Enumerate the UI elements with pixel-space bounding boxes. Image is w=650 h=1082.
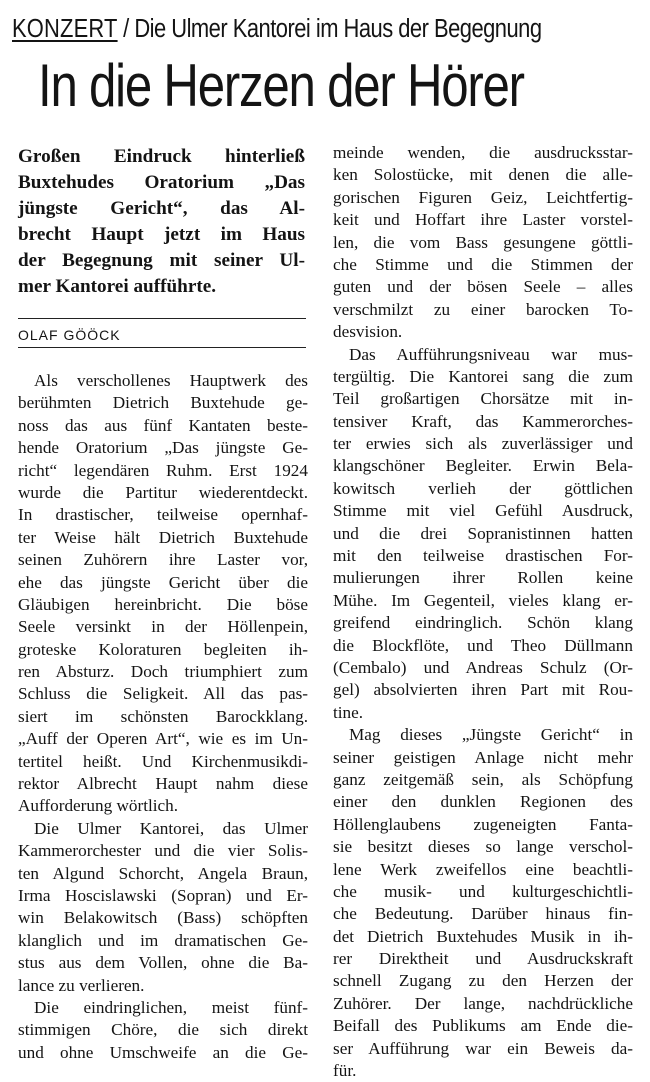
text-line: Beifall des Publikums am Ende die- [333, 1016, 633, 1036]
text-line: seiner geistigen Anlage nicht mehr [333, 747, 633, 767]
text-line: die Blockflöte, und Theo Düllmann [333, 635, 633, 655]
text-line: brecht Haupt jetzt im Haus [18, 224, 305, 245]
text-line: einer den dunklen Regionen des [333, 792, 633, 812]
text-line: len, die vom Bass gesungene göttli- [333, 232, 633, 252]
text-line: In drastischer, teilweise opernhaf- [18, 505, 308, 525]
text-line: tergültig. Die Kantorei sang die zum [333, 366, 633, 386]
text-line: lene Werk zweifellos eine beachtli- [333, 859, 633, 879]
text-line: Großen Eindruck hinterließ [18, 146, 305, 167]
text-line: und die drei Sopranistinnen hatten [333, 523, 633, 543]
text-line: gorischen Figuren Geiz, Leichtfertig- [333, 187, 633, 207]
text-line: ren Absturz. Doch triumphiert zum [18, 662, 308, 682]
body-column-left [18, 370, 308, 1064]
text-line: che musik- und kulturgeschichtli- [333, 881, 633, 901]
text-line: Gläubigen hereinbricht. Die böse [18, 594, 308, 614]
text-line: mer Kantorei aufführte. [18, 276, 217, 297]
text-line: groteske Koloraturen begleiten ih- [18, 639, 308, 659]
text-line: für. [333, 1061, 357, 1081]
text-line: che Bedeutung. Darüber hinaus fin- [333, 904, 633, 924]
kicker-topic: / Die Ulmer Kantorei im Haus der Begegnung [117, 15, 542, 43]
text-line: wurde die Partitur wiederentdeckt. [18, 482, 308, 502]
text-line: gel) absolvierten ihren Part mit Rou- [333, 680, 633, 700]
text-line: der Begegnung mit seiner Ul- [18, 250, 305, 271]
text-line: Seele versinkt in der Höllenpein, [18, 617, 308, 637]
text-line: det Dietrich Buxtehudes Musik in ih- [333, 926, 633, 946]
text-line: Die eindringlichen, meist fünf- [34, 997, 308, 1017]
text-line: Irma Hoscislawski (Sopran) und Er- [18, 885, 308, 905]
text-line: Höllenglaubens zugeneigten Fanta- [333, 814, 633, 834]
text-line: noss das aus fünf Kantaten beste- [18, 415, 308, 435]
text-line: Stimme mit viel Gefühl Ausdruck, [333, 501, 633, 521]
text-line: verschmilzt zu einer barocken To- [333, 299, 633, 319]
text-line: ter Weise hält Dietrich Buxtehude [18, 527, 308, 547]
text-line: desvision. [333, 322, 403, 342]
text-line: Aufforderung wörtlich. [18, 796, 179, 816]
text-line: und ohne Umschweife an die Ge- [18, 1042, 308, 1062]
kicker-line [12, 14, 554, 44]
text-line: tensiver Kraft, das Kammerorches- [333, 411, 633, 431]
text-line: stimmigen Chöre, die sich direkt [18, 1020, 308, 1040]
text-line: ehe das jüngste Gericht über die [18, 572, 308, 592]
text-line: richt“ legendären Ruhm. Erst 1924 [18, 460, 308, 480]
text-line: sie besitzt dieses so lange verschol- [333, 837, 633, 857]
text-line: Mag dieses „Jüngste Gericht“ in [349, 725, 633, 745]
text-line: ken Solostücke, mit denen die alle- [333, 165, 633, 185]
text-line: siert im schönsten Barockklang. [18, 706, 308, 726]
text-line: ganz zeitgemäß sein, als Schöpfung [333, 769, 633, 789]
text-line: greifend eindringlich. Schön klang [333, 613, 633, 633]
lead-paragraph [18, 144, 305, 300]
author-byline: OLAF GÖÖCK [18, 327, 121, 343]
text-line: jüngste Gericht“, das Al- [18, 198, 305, 219]
text-line: Kammerorchester und die vier Solis- [18, 841, 308, 861]
text-line: Schluss die Seligkeit. All das pas- [18, 684, 308, 704]
text-line: Mühe. Im Gegenteil, vieles klang er- [333, 590, 633, 610]
text-line: ter erwies sich als zuverlässiger und [333, 434, 633, 454]
text-line: mit den teilweise drastischen For- [333, 546, 633, 566]
author-rule-top [18, 318, 306, 319]
text-line: Das Aufführungsniveau war mus- [349, 344, 633, 364]
text-line: lance zu verlieren. [18, 975, 145, 995]
text-line: kowitsch verlieh der göttlichen [333, 478, 633, 498]
text-line: rektor Albrecht Haupt nahm diese [18, 774, 308, 794]
text-line: Die Ulmer Kantorei, das Ulmer [34, 818, 308, 838]
text-line: tine. [333, 702, 364, 722]
text-line: schnell Zugang zu den Herzen der [333, 971, 633, 991]
text-line: (Cembalo) und Andreas Schulz (Or- [333, 657, 633, 677]
text-line: tertitel heißt. Und Kirchenmusikdi- [18, 751, 308, 771]
body-column-right [333, 142, 633, 1082]
text-line: stus aus dem Vollen, ohne die Ba- [18, 953, 308, 973]
text-line: seinen Zuhörern ihre Laster vor, [18, 550, 308, 570]
text-line: meinde wenden, die ausdrucksstar- [333, 143, 633, 162]
text-line: che Stimme und die Stimmen der [333, 254, 633, 274]
text-line: berühmten Dietrich Buxtehude ge- [18, 393, 308, 413]
text-line: hende Oratorium „Das jüngste Ge- [18, 438, 308, 458]
headline: In die Herzen der Hörer [38, 52, 524, 119]
text-line: ten Algund Schorcht, Angela Braun, [18, 863, 308, 883]
text-line: klanglich und im dramatischen Ge- [18, 930, 308, 950]
text-line: mulierungen ihrer Rollen keine [333, 568, 633, 588]
section-label: KONZERT [12, 15, 118, 43]
text-line: ser Aufführung war ein Beweis da- [333, 1038, 633, 1058]
text-line: Als verschollenes Hauptwerk des [34, 371, 308, 390]
text-line: Teil großartigen Chorsätze mit in- [333, 389, 633, 409]
text-line: Zuhörer. Der lange, nachdrückliche [333, 993, 633, 1013]
author-rule-bottom [18, 347, 306, 348]
text-line: klangschöner Begleiter. Erwin Bela- [333, 456, 633, 476]
text-line: rer Direktheit und Ausdruckskraft [333, 949, 633, 969]
text-line: guten und der bösen Seele – alles [333, 277, 633, 297]
text-line: keit und Hoffart ihre Laster vorstel- [333, 210, 633, 230]
text-line: „Auff der Operen Art“, wie es im Un- [18, 729, 308, 749]
text-line: Buxtehudes Oratorium „Das [18, 172, 305, 193]
text-line: win Belakowitsch (Bass) schöpften [18, 908, 308, 928]
